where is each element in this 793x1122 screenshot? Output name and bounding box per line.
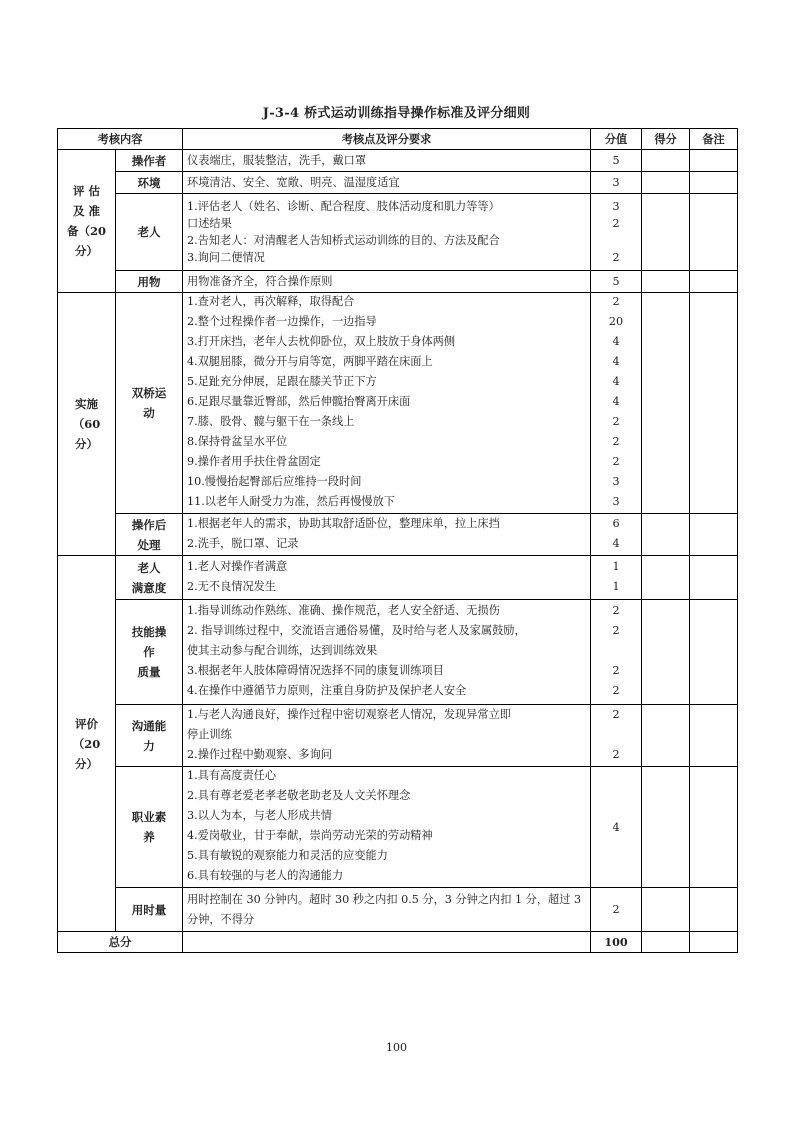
total-req: [183, 932, 591, 953]
header-requirements: 考核点及评分要求: [183, 129, 591, 150]
req-communication: 1.与老人沟通良好，操作过程中密切观察老人情况，发现异常立即 停止训练 2.操作过程中勤观察、多询问: [183, 705, 591, 767]
req-elder: 1.评估老人（姓名、诊断、配合程度、肢体活动度和肌力等等） 口述结果 2.告知老人：对清醒老人告知桥式运动训练的目的、方法及配合 3.询问二便情况: [183, 194, 591, 271]
sub-skill: 技能操 作 质量: [116, 600, 183, 705]
req-time: 用时控制在 30 分钟内。超时 30 秒之内扣 0.5 分，3 分钟之内扣 1 分，超过 3 分钟，不得分: [183, 888, 591, 932]
req-bridge: 1.查对老人，再次解释，取得配合 2.整个过程操作者一边操作，一边指导 3.打开床挡，老年人去枕仰卧位，双上肢放于身体两侧 4.双腿屈膝，微分开与肩等宽，两脚平踏在床面上 5.足趾充分伸展，足跟在膝关节正下方 6.足跟尽量靠近臀部，然后伸髋抬臀离开床面 7.膝、股骨、髋与躯干在一条线上 8.保持骨盆呈水平位 9.操作者用手扶住骨盆固定 10.慢慢抬起臀部后应维持一段时间 11.以老年人耐受力为准，然后再慢慢放下: [183, 293, 591, 514]
remarks-cell: [690, 888, 738, 932]
gained-cell: [642, 556, 690, 600]
table-row: [58, 271, 738, 293]
header-gained: 得分: [642, 129, 690, 150]
table-row: [58, 767, 738, 888]
sub-env: 环境: [116, 172, 183, 194]
table-row: [58, 556, 738, 600]
table-row: [58, 514, 738, 556]
gained-cell: [642, 150, 690, 172]
sub-professional: 职业素 养: [116, 767, 183, 888]
total-points: 100: [591, 932, 642, 953]
sub-satisfaction: 老人 满意度: [116, 556, 183, 600]
remarks-cell: [690, 514, 738, 556]
req-operator: 仪表端庄，服装整洁，洗手，戴口罩: [183, 150, 591, 172]
category-eval: 评价 （20 分）: [58, 556, 116, 932]
remarks-cell: [690, 271, 738, 293]
page-number: 100: [386, 1041, 407, 1054]
remarks-cell: [690, 767, 738, 888]
table-row: [58, 293, 738, 514]
table-row: [58, 888, 738, 932]
req-env: 环境清洁、安全、宽敞、明亮、温湿度适宜: [183, 172, 591, 194]
table-row: [58, 705, 738, 767]
sub-communication: 沟通能 力: [116, 705, 183, 767]
category-impl: 实施 （60 分）: [58, 293, 116, 556]
gained-cell: [642, 888, 690, 932]
pts-professional: 4: [591, 767, 642, 888]
gained-cell: [642, 194, 690, 271]
sub-bridge: 双桥运 动: [116, 293, 183, 514]
table-row: [58, 194, 738, 271]
gained-cell: [642, 600, 690, 705]
document-title: J-3-4 桥式运动训练指导操作标准及评分细则: [262, 106, 531, 121]
pts-operator: 5: [591, 150, 642, 172]
remarks-cell: [690, 150, 738, 172]
req-skill: 1.指导训练动作熟练、准确、操作规范，老人安全舒适、无损伤 2. 指导训练过程中，交流语言通俗易懂，及时给与老人及家属鼓励， 使其主动参与配合训练，达到训练效果 3.根据老年人肢体障碍情况选择不同的康复训练项目 4.在操作中遵循节力原则，注重自身防护及保护老人安全: [183, 600, 591, 705]
table-row: [58, 150, 738, 172]
pts-after: 6 4: [591, 514, 642, 556]
remarks-cell: [690, 194, 738, 271]
table-row: [58, 600, 738, 705]
req-satisfaction: 1.老人对操作者满意 2.无不良情况发生: [183, 556, 591, 600]
pts-skill: 2 2 2 2: [591, 600, 642, 705]
header-score: 分值: [591, 129, 642, 150]
gained-cell: [642, 514, 690, 556]
category-prep: 评 估 及 准 备（20 分）: [58, 150, 116, 293]
table-row: [58, 172, 738, 194]
remarks-cell: [690, 556, 738, 600]
table-header-row: [58, 129, 738, 150]
pts-bridge: 2 20 4 4 4 4 2 2 2 3 3: [591, 293, 642, 514]
remarks-cell: [690, 932, 738, 953]
req-professional: 1.具有高度责任心 2.具有尊老爱老孝老敬老助老及人文关怀理念 3.以人为本，与老人形成共情 4.爱岗敬业，甘于奉献，崇尚劳动光荣的劳动精神 5.具有敏锐的观察能力和灵活的应变能力 6.具有较强的与老人的沟通能力: [183, 767, 591, 888]
sub-elder: 老人: [116, 194, 183, 271]
total-label: 总分: [58, 932, 183, 953]
pts-elder: 3 2 2: [591, 194, 642, 271]
remarks-cell: [690, 705, 738, 767]
sub-operator: 操作者: [116, 150, 183, 172]
gained-cell: [642, 172, 690, 194]
req-supplies: 用物准备齐全，符合操作原则: [183, 271, 591, 293]
gained-cell: [642, 293, 690, 514]
sub-time: 用时量: [116, 888, 183, 932]
pts-communication: 2 2: [591, 705, 642, 767]
gained-cell: [642, 271, 690, 293]
gained-cell: [642, 705, 690, 767]
table-row-total: [58, 932, 738, 953]
scoring-table: [57, 128, 738, 953]
gained-cell: [642, 932, 690, 953]
header-content: 考核内容: [58, 129, 183, 150]
req-after: 1.根据老年人的需求，协助其取舒适卧位，整理床单，拉上床挡 2.洗手，脱口罩、记录: [183, 514, 591, 556]
pts-time: 2: [591, 888, 642, 932]
gained-cell: [642, 767, 690, 888]
sub-supplies: 用物: [116, 271, 183, 293]
sub-after: 操作后 处理: [116, 514, 183, 556]
pts-env: 3: [591, 172, 642, 194]
remarks-cell: [690, 293, 738, 514]
header-remarks: 备注: [690, 129, 738, 150]
pts-supplies: 5: [591, 271, 642, 293]
pts-satisfaction: 1 1: [591, 556, 642, 600]
remarks-cell: [690, 172, 738, 194]
remarks-cell: [690, 600, 738, 705]
